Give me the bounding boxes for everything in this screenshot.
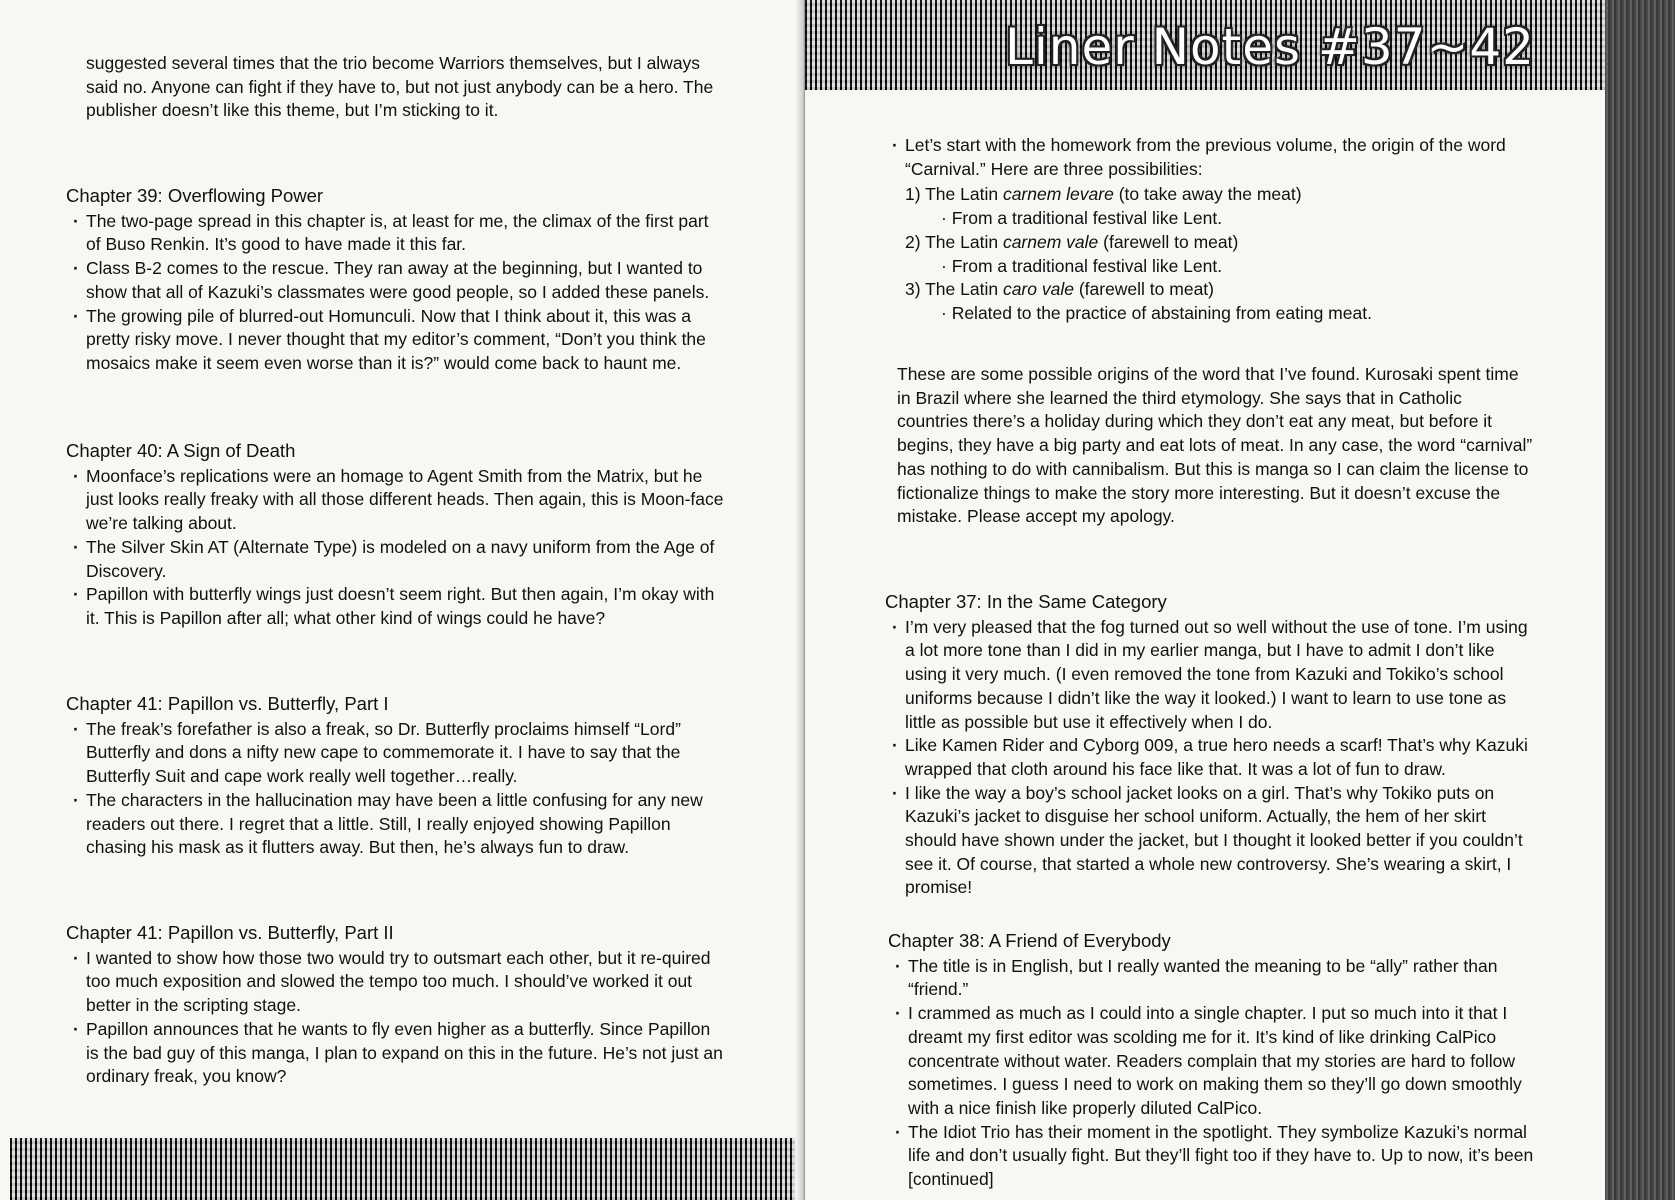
- section-chapter-38: [888, 929, 1538, 1192]
- page-edges: [1605, 0, 1675, 1200]
- intro-paragraph: suggested several times that the trio become Warriors themselves, but I always said no. Anyone can fight if they have to, but not just anybody can be a hero. The publisher doesn’t like this theme, but I’m sticking to it.: [86, 53, 714, 121]
- bullet-item: · The characters in the hallucination may have been a little confusing for any new readers out there. I regret that a little. Still, I really enjoyed showing Papillon chasing his mask as it flutters away. But then, he’s always fun to draw.: [66, 789, 726, 860]
- possibility-prefix: 3) The Latin: [905, 279, 1003, 300]
- homework-paragraph: These are some possible origins of the word that I’ve found. Kurosaki spent time in Brazil where she learned the third etymology. She says that in Catholic countries there’s a holiday during which they don’t eat any meat, but before it begins, they have a big party and eat lots of meat. In any case, the word “carnival” has nothing to do with cannibalism. But this is manga so I can claim the license to fictionalize things to make the story more interesting. But it doesn’t excuse the mistake. Please accept my apology.: [897, 364, 1533, 527]
- right-page: [805, 0, 1605, 1200]
- latin-term: carnem levare: [1002, 184, 1114, 205]
- bullet-item: · Let’s start with the homework from the previous volume, the origin of the word “Carnival.” Here are three possibilities:: [885, 134, 1525, 181]
- bullet-item: · The Idiot Trio has their moment in the spotlight. They symbolize Kazuki’s normal life and don’t usually fight. But they’ll fight too if they have to. Up to now, it’s been [continued]: [888, 1121, 1538, 1192]
- chapter-title: Chapter 38: A Friend of Everybody: [888, 930, 1171, 951]
- section-chapter-41-part-1: [66, 692, 726, 860]
- bullet-item: · I like the way a boy’s school jacket looks on a girl. That’s why Tokiko puts on Kazuki’s jacket to disguise her school uniform. Actually, the hem of her skirt should have shown under the jacket, but I thought it looked better if you couldn’t see it. Of course, that started a whole new controversy. She’s wearing a skirt, I promise!: [885, 782, 1535, 901]
- possibility-item: [905, 183, 1525, 207]
- bullet-list: [66, 210, 726, 376]
- possibility-item: [905, 231, 1525, 255]
- homework-section: [885, 134, 1525, 326]
- bullet-item: · I crammed as much as I could into a single chapter. I put so much into it that I dreamt my first editor was scolding me for it. It’s kind of like drinking CalPico concentrate without water. Readers complain that my stories are hard to follow sometimes. I guess I need to work on making them so they’ll go down smoothly with a nice finish like properly diluted CalPico.: [888, 1002, 1538, 1121]
- possibility-prefix: 2) The Latin: [905, 231, 1003, 252]
- chapter-title: Chapter 37: In the Same Category: [885, 591, 1167, 612]
- bullet-item: · The growing pile of blurred-out Homunculi. Now that I think about it, this was a pretty risky move. I never thought that my editor’s comment, “Don’t you think the mosaics make it seem even worse than it is?” would come back to haunt me.: [66, 305, 726, 376]
- latin-term: caro vale: [1002, 279, 1074, 300]
- page-title: Liner Notes #37~42: [1005, 18, 1535, 76]
- possibility-meaning: (to take away the meat): [1113, 184, 1302, 205]
- bullet-list: [888, 955, 1538, 1192]
- bullet-list: [66, 718, 726, 860]
- section-chapter-40: [66, 439, 726, 631]
- bullet-list: [885, 134, 1525, 181]
- chapter-title: Chapter 40: A Sign of Death: [66, 440, 296, 461]
- bullet-item: · Class B-2 comes to the rescue. They ran away at the beginning, but I wanted to show that all of Kazuki’s classmates were good people, so I added these panels.: [66, 257, 726, 304]
- chapter-title: Chapter 41: Papillon vs. Butterfly, Part II: [66, 922, 394, 943]
- possibility-prefix: 1) The Latin: [905, 184, 1003, 205]
- possibility-item: [905, 278, 1525, 302]
- bullet-list: [66, 465, 726, 631]
- left-page: [0, 0, 805, 1200]
- latin-term: carnem vale: [1002, 231, 1099, 252]
- possibility-meaning: (farewell to meat): [1073, 279, 1214, 300]
- bullet-item: · I’m very pleased that the fog turned out so well without the use of tone. I’m using a lot more tone than I did in my earlier manga, but I have to admit I don’t like using it very much. (I even removed the tone from Kazuki and Tokiko’s school uniforms because I didn’t like the way it looked.) I want to learn to use tone as little as possible but use it effectively when I do.: [885, 616, 1535, 735]
- chapter-title: Chapter 39: Overflowing Power: [66, 185, 324, 206]
- possibility-note: · From a traditional festival like Lent.: [941, 255, 1223, 276]
- possibility-note: · From a traditional festival like Lent.: [941, 208, 1223, 229]
- possibility-note: · Related to the practice of abstaining from eating meat.: [941, 302, 1372, 323]
- bullet-item: · Papillon with butterfly wings just doesn’t seem right. But then again, I’m okay with it. This is Papillon after all; what other kind of wings could he have?: [66, 583, 726, 630]
- bullet-list: [885, 616, 1535, 900]
- bullet-item: · Papillon announces that he wants to fly even higher as a butterfly. Since Papillon is the bad guy of this manga, I plan to expand on this in the future. He’s not just an ordinary freak, you know?: [66, 1018, 726, 1089]
- bullet-item: · The title is in English, but I really wanted the meaning to be “ally” rather than “friend.”: [888, 955, 1538, 1002]
- possibility-meaning: (farewell to meat): [1098, 231, 1239, 252]
- bullet-list: [66, 947, 726, 1089]
- bullet-item: · I wanted to show how those two would try to outsmart each other, but it re-quired too much exposition and slowed the tempo too much. I should’ve worked it out better in the scripting stage.: [66, 947, 726, 1018]
- bullet-item: · Moonface’s replications were an homage to Agent Smith from the Matrix, but he just looks really freaky with all those different heads. Then again, this is Moon-face we’re talking about.: [66, 465, 726, 536]
- section-chapter-41-part-2: [66, 921, 726, 1089]
- bullet-item: · Like Kamen Rider and Cyborg 009, a true hero needs a scarf! That’s why Kazuki wrapped that cloth around his face like that. It was a lot of fun to draw.: [885, 734, 1535, 781]
- bullet-item: · The two-page spread in this chapter is, at least for me, the climax of the first part of Buso Renkin. It’s good to have made it this far.: [66, 210, 726, 257]
- possibility-list: [885, 183, 1525, 325]
- chapter-title: Chapter 41: Papillon vs. Butterfly, Part I: [66, 693, 389, 714]
- bullet-item: · The Silver Skin AT (Alternate Type) is modeled on a navy uniform from the Age of Discovery.: [66, 536, 726, 583]
- section-chapter-37: [885, 590, 1535, 900]
- section-chapter-39: [66, 184, 726, 376]
- bullet-item: · The freak’s forefather is also a freak, so Dr. Butterfly proclaims himself “Lord” Butterfly and dons a nifty new cape to commemorate it. I have to say that the Butterfly Suit and cape work really well together…really.: [66, 718, 726, 789]
- screentone-band: [10, 1138, 797, 1200]
